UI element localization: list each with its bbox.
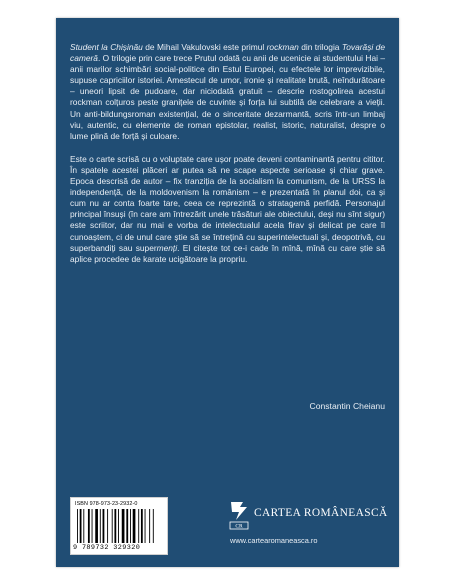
barcode-stripe bbox=[80, 509, 82, 543]
back-cover bbox=[56, 18, 399, 567]
cartea-romaneasca-logo-icon bbox=[228, 500, 250, 530]
rockman-word: rockman bbox=[266, 42, 299, 52]
publisher-website: www.cartearomaneasca.ro bbox=[230, 536, 318, 545]
isbn-label: ISBN 978-973-23-2932-0 bbox=[75, 501, 138, 507]
barcode-stripe bbox=[77, 509, 78, 543]
barcode-stripe bbox=[95, 509, 98, 543]
barcode-stripe bbox=[153, 509, 154, 543]
barcode-stripe bbox=[107, 509, 108, 543]
blurb-paragraph-1 bbox=[70, 42, 385, 142]
barcode-stripe bbox=[83, 509, 84, 543]
barcode-stripe bbox=[92, 509, 93, 543]
barcode-stripe bbox=[88, 509, 90, 543]
menti-word: menți bbox=[156, 242, 178, 253]
quote-author: Constantin Cheianu bbox=[309, 401, 385, 411]
book-title: Student la Chișinău bbox=[70, 42, 143, 52]
blurb-text-span: din trilogia bbox=[298, 42, 342, 52]
barcode-stripe bbox=[149, 509, 150, 543]
blurb-text-span: . O trilogie prin care trece Prutul odată cu anii de ucenicie ai studentului Hai – anii marilor schimbări social-politice din Estul Europei, cu efectele lor imprevizibile, supuse capriciilor istoriei. Amestecul de umor, ironie și realitate brută, neîndurătoare – uneori lipsit de pudoare, dar niciodată gratuit – descrie rostogolirea acestui rockman colțuros peste granițele de cuvinte și forța lui subtilă de celebrare a vieții. Un anti-bildungsroman existențial, de o sinceritate dezarmantă, scris într-un limbaj viu, autentic, cu elemente de roman epistolar, realist, istoric, naturalist, despre o lume plină de forță și culoare. bbox=[70, 53, 385, 141]
ean-digits: 9 789732 329320 bbox=[73, 544, 141, 552]
blurb-text-span: de Mihail Vakulovski este primul bbox=[142, 42, 267, 52]
barcode-stripe bbox=[138, 509, 139, 543]
barcode-stripe bbox=[133, 509, 136, 543]
barcode-stripe bbox=[126, 509, 128, 543]
blurb-text bbox=[70, 42, 385, 265]
barcode-stripe bbox=[100, 509, 101, 543]
barcode bbox=[70, 497, 168, 555]
barcode-stripe bbox=[122, 509, 125, 543]
blurb-paragraph-2 bbox=[70, 154, 385, 265]
barcode-stripe bbox=[118, 509, 119, 543]
barcode-stripe bbox=[145, 509, 146, 543]
trilogy-title: Tovarăși de cameră bbox=[70, 42, 385, 64]
barcode-stripe bbox=[114, 509, 116, 543]
blurb-text-span: . El citește tot ce-i cade în mînă, mînă cu care știe să aplice procedee de karate ucigătoare la propriu. bbox=[70, 242, 385, 264]
barcode-stripe bbox=[112, 509, 113, 543]
barcode-stripe bbox=[141, 509, 143, 543]
barcode-stripe bbox=[103, 509, 105, 543]
blurb-text-span: Este o carte scrisă cu o voluptate care ușor poate deveni contaminantă pentru cititor. În spatele acestei plăceri ar putea să ne scape aspecte serioase și chiar grave. Epoca descrisă de autor – fix tranziția de la socialism la comunism, de la URSS la independență, de la moldovenism la românism – e prezentată în planul doi, ca și cum nu ar conta foarte tare, ceea ce reprezintă o stratagemă perfidă. Personajul principal însuși (în care am întrezărit unele trăsături ale obiectului, deși nu sînt sigur) este scriitor, dar nu mai e vorba de intelectualul acela firav și delicat pe care îl cunoaștem, ci de unul care știe să se întrețină cu superintelectuali și, deopotrivă, cu superbandiți sau super bbox=[70, 153, 385, 253]
publisher-name: CARTEA ROMÂNEASCĂ bbox=[254, 507, 388, 519]
barcode-bars bbox=[77, 509, 163, 545]
barcode-stripe bbox=[130, 509, 131, 543]
svg-text:CR: CR bbox=[235, 523, 243, 530]
